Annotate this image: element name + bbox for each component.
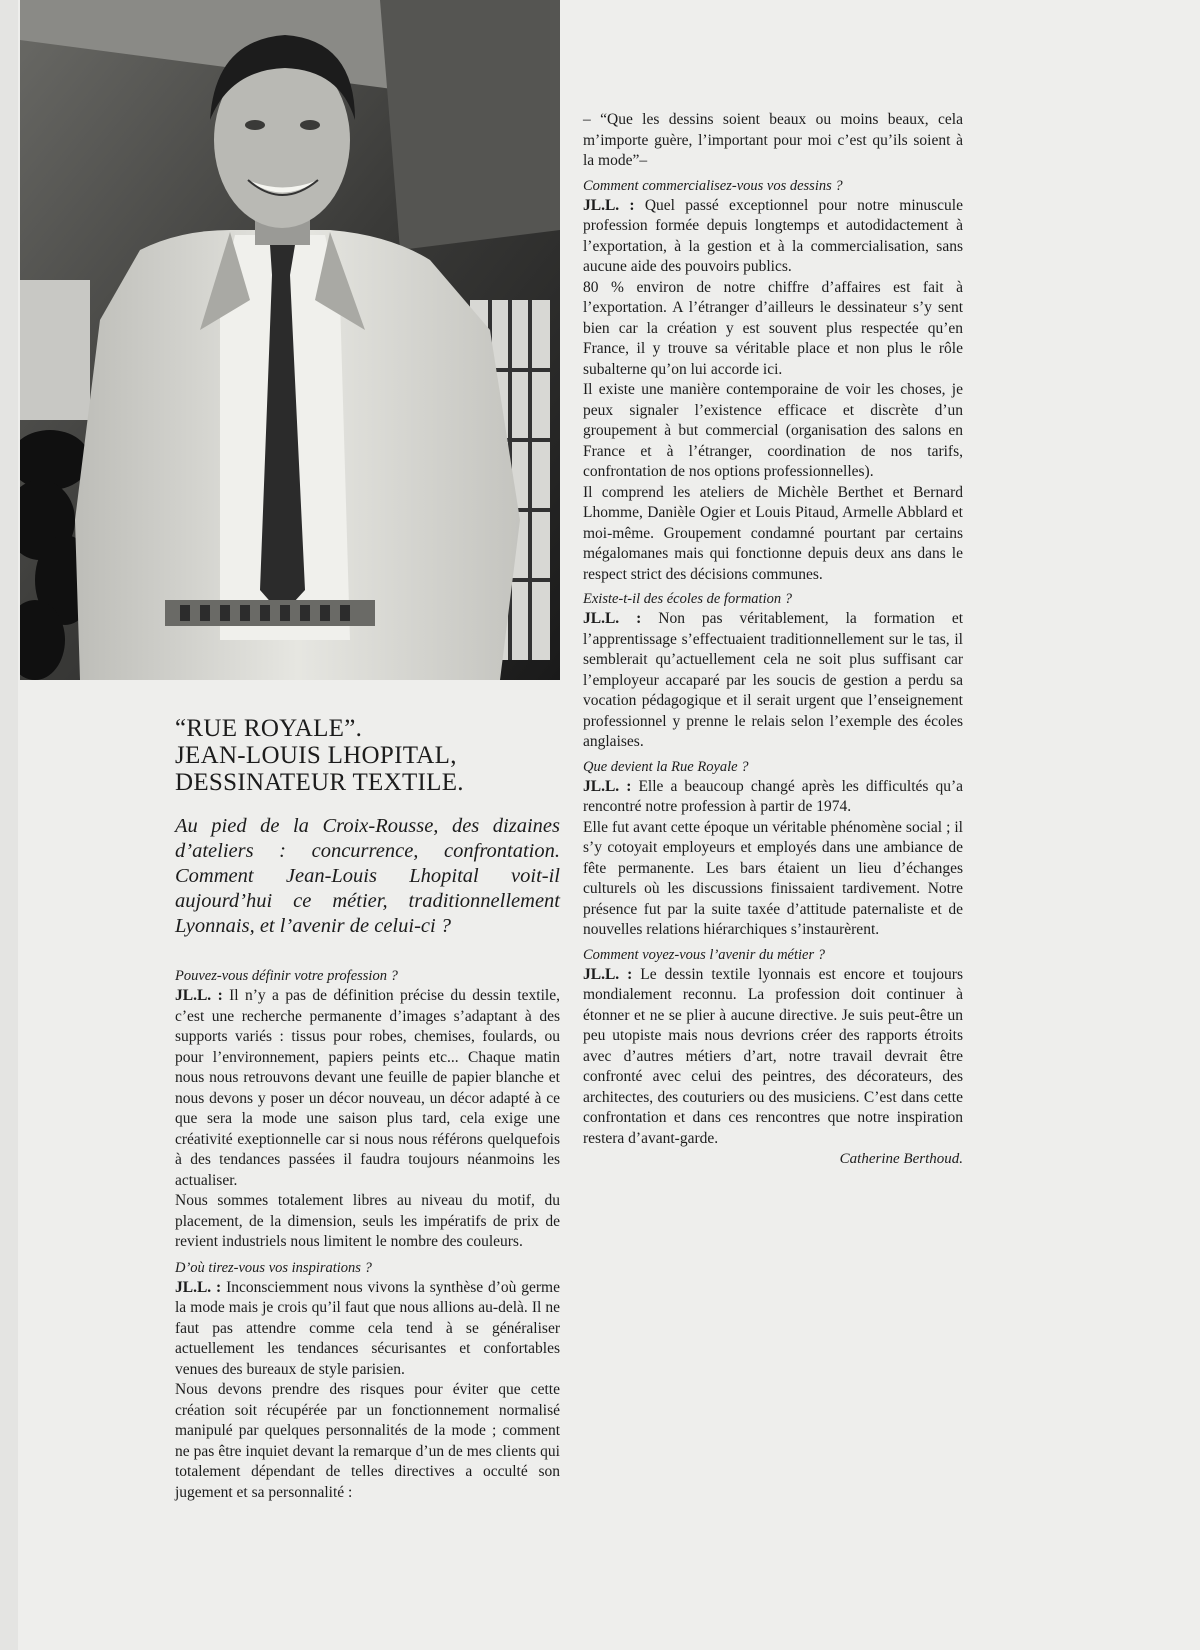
answer-paragraph xyxy=(583,609,963,753)
answer-text: Il n’y a pas de définition précise du dessin textile, c’est une recherche permanente d’images s’adaptant à des supports variés : tissus pour robes, chemises, foulards, ou pour l’environnement, papiers peints etc... Chaque matin nous nous retrouvons devant une feuille de papier blanche et nous devons y poser un décor nouveau, un décor adapté à ce que sera la mode une saison plus tard, cela exige une créativité exeptionnelle car si nous nous référons quelquefois à des tendances passées il faudra toujours néanmoins les actualiser. xyxy=(175,987,560,1189)
paragraph: 80 % environ de notre chiffre d’affaires est fait à l’exportation. A l’étranger d’ailleurs le dessinateur s’y sent bien car la création y est souvent plus respectée qu’en France, il y trouve sa véritable place et non plus le rôle subalterne qu’on lui accorde ici. xyxy=(583,278,963,378)
paragraph: Il existe une manière contemporaine de voir les choses, je peux signaler l’existence efficace et discrète d’un groupement à but commercial (organisation des salons en France et à l’étranger, coordination de nos tarifs, confrontation de nos options professionnelles). xyxy=(583,381,963,480)
paragraph: Nous devons prendre des risques pour éviter que cette création soit récupérée par un fonctionnement normalisé manipulé par quelques personnalités de la mode ; comment ne pas être inquiet devant la remarque d’un de mes clients qui totalement dépendant de telles directives a occulté son jugement et sa personnalité : xyxy=(175,1381,560,1501)
question: Existe-t-il des écoles de formation ? xyxy=(583,591,792,607)
answer-text: Non pas véritablement, la formation et l’apprentissage s’effectuaient traditionnellement sur le tas, il semblerait qu’actuellement cela ne soit plus suffisant car l’employeur accaparé par les soucis de gestion a perdu sa vocation pédagogique et il serait urgent que l’enseignement professionnel y prenne le relais selon l’exemple des écoles anglaises. xyxy=(583,610,964,750)
question: Comment voyez-vous l’avenir du métier ? xyxy=(583,946,826,963)
portrait-photo xyxy=(20,0,560,680)
question: D’où tirez-vous vos inspirations ? xyxy=(175,1259,372,1276)
answer-text: Quel passé exceptionnel pour notre minuscule profession formée depuis longtemps et autodidactement à l’exportation, à la gestion et à la commercialisation, sans aucune aide des pouvoirs publics. xyxy=(583,196,963,275)
answer-prefix: JL.L. : xyxy=(583,965,633,983)
answer-prefix: JL.L. : xyxy=(583,610,642,627)
headline-line-3: DESSINATEUR TEXTILE. xyxy=(175,769,464,796)
left-column xyxy=(175,715,560,1503)
answer-prefix: JL.L. : xyxy=(175,1278,222,1296)
headline-line-2: JEAN-LOUIS LHOPITAL, xyxy=(175,742,457,769)
question: Que devient la Rue Royale ? xyxy=(583,758,749,775)
answer-paragraph xyxy=(583,196,963,278)
answer-text: Le dessin textile lyonnais est encore et toujours mondialement reconnu. La profession doit continuer à étonner et ne se plier à aucune directive. Je suis peut-être un peu utopiste mais nous devrions créer des rapports étroits avec d’autres métiers d’art, notre travail devrait être confronté avec celui des peintres, des décorateurs, des architectes, des couturiers ou des musiciens. C’est dans cette confrontation et dans ces rencontres que notre inspiration restera d’avant-garde. xyxy=(583,965,964,1147)
quote-paragraph: – “Que les dessins soient beaux ou moins beaux, cela m’importe guère, l’important pour moi c’est qu’ils soient à la mode”– xyxy=(583,111,963,169)
question: Pouvez-vous définir votre profession ? xyxy=(175,968,398,984)
paragraph: Il comprend les ateliers de Michèle Berthet et Bernard Lhomme, Danièle Ogier et Louis Pitaud, Armelle Abblard et moi-même. Groupement condamné pourtant par certains mégalomanes mais qui fonctionne depuis deux ans dans le respect strict des décisions communes. xyxy=(583,483,963,583)
headline-line-1: “RUE ROYALE”. xyxy=(175,715,363,742)
question: Comment commercialisez-vous vos dessins ? xyxy=(583,177,843,194)
answer-text: Elle a beaucoup changé après les difficultés qu’a rencontré notre profession à partir de 1974. xyxy=(583,777,964,815)
article-lede: Au pied de la Croix-Rousse, des dizaines d’ateliers : concurrence, confrontation. Comment Jean-Louis Lhopital voit-il aujourd’hui ce métier, traditionnellement Lyonnais, et l’avenir de celui-ci ? xyxy=(175,815,560,937)
left-body xyxy=(175,967,560,1503)
answer-prefix: JL.L. : xyxy=(175,987,223,1004)
paragraph: Nous sommes totalement libres au niveau du motif, du placement, de la dimension, seuls les impératifs de prix de revient industriels nous limitent le nombre des couleurs. xyxy=(175,1192,560,1250)
answer-paragraph xyxy=(583,965,963,1150)
answer-prefix: JL.L. : xyxy=(583,777,632,795)
answer-prefix: JL.L. : xyxy=(583,196,635,214)
answer-text: Inconsciemment nous vivons la synthèse d’où germe la mode mais je crois qu’il faut que nous allions au-delà. Il ne faut pas attendre comme cela tend à se généraliser actuellement les tendances sécurisantes et confortables venues des bureaux de style parisien. xyxy=(175,1278,560,1378)
right-column xyxy=(583,110,963,1168)
author-signature: Catherine Berthoud. xyxy=(839,1151,963,1167)
answer-paragraph xyxy=(175,986,560,1191)
page-edge xyxy=(0,0,18,1650)
answer-paragraph xyxy=(175,1278,560,1381)
article-headline xyxy=(175,715,560,796)
paragraph: Elle fut avant cette époque un véritable phénomène social ; il s’y cotoyait employeurs et employés dans une ambiance de fête permanente. Les bars étaient un lieu d’échanges culturels où les discussions finissaient tardivement. Notre présence fut par la suite taxée d’attitude paternaliste et de nouvelles relations hiérarchiques s’instaurèrent. xyxy=(583,818,963,938)
answer-paragraph xyxy=(583,777,963,818)
